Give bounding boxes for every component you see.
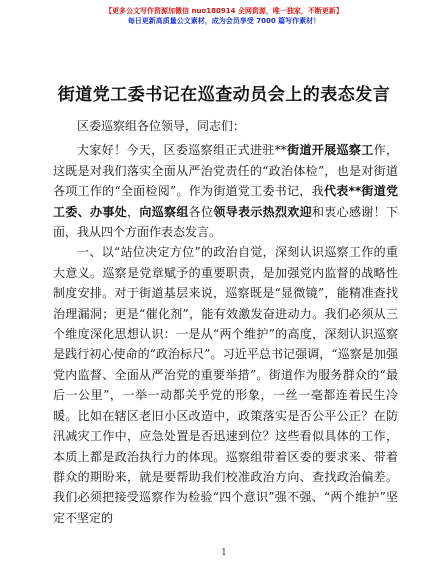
document-title: 街道党工委书记在巡查动员会上的表态发言: [57, 85, 391, 105]
paragraph-1-part-f: 向巡察组: [139, 204, 189, 219]
paragraph-1-part-e: ，: [126, 204, 140, 219]
page-number: 1: [221, 548, 227, 558]
document-body: [53, 116, 398, 528]
paragraph-2: 一、以“站位决定方位”的政治自觉，深刻认识巡察工作的重大意义。巡察是党章赋予的重要职责，是加强党内监督的战略性制度安排。对于街道基层来说，巡察既是“显微镜”，能精准查找治理漏洞；更是“催化剂”，能有效激发奋进动力。我们必须从三个维度深化思想认识：一是从“两个维护”的高度，深刻认识巡察是践行初心使命的“政治标尺”。习近平总书记强调，“巡察是加强党内监督、全面从严治党的重要举措”。街道作为服务群众的“最后一公里”，一举一动都关乎党的形象，一丝一毫都连着民生冷暖。比如在辖区老旧小区改造中，政策落实是否公平公正？在防汛减灾工作中，应急处置是否迅速到位？这些看似具体的工作，本质上都是政治执行力的体现。巡察组带着区委的要求来、带着群众的期盼来，就是要帮助我们校准政治方向、查找政治偏差。我们必须把接受巡察作为检验“四个意识”强不强、“两个维护”坚定不坚定的: [53, 245, 398, 525]
paragraph-1-part-h: 领导表示热烈欢迎: [213, 204, 312, 219]
promo-banner-line-2: 每日更新高质量公文素材，成为会员享受 7000 篇写作素材！: [127, 17, 321, 25]
paragraph-1-part-a: 大家好！今天，区委巡察组正式进驻**: [77, 143, 287, 158]
paragraph-1-part-g: 各位: [188, 204, 214, 219]
salutation: 区委巡察组各位领导，同志们：: [77, 119, 246, 133]
paragraph-1-part-b: 街道开展巡察工: [286, 143, 374, 158]
paragraph-1-part-c: 作，这既是对我们落实全面从严治党责任的“政治体检”，也是对街道各项工作的“全面检阅”。作为街道党工委书记，我: [53, 143, 398, 199]
paragraph-1-part-d: 代表**街道党工委、办事处: [53, 184, 398, 219]
promo-banner: [0, 6, 448, 26]
promo-banner-line-1: 【更多公文写作资源加微信 nuo180914 全网资源，唯一独家，不断更新】: [105, 7, 343, 15]
paragraph-1-part-i: 和衷心感谢！下面，我从四个方面作表态发言。: [53, 204, 398, 240]
paragraph-1: [53, 140, 398, 242]
